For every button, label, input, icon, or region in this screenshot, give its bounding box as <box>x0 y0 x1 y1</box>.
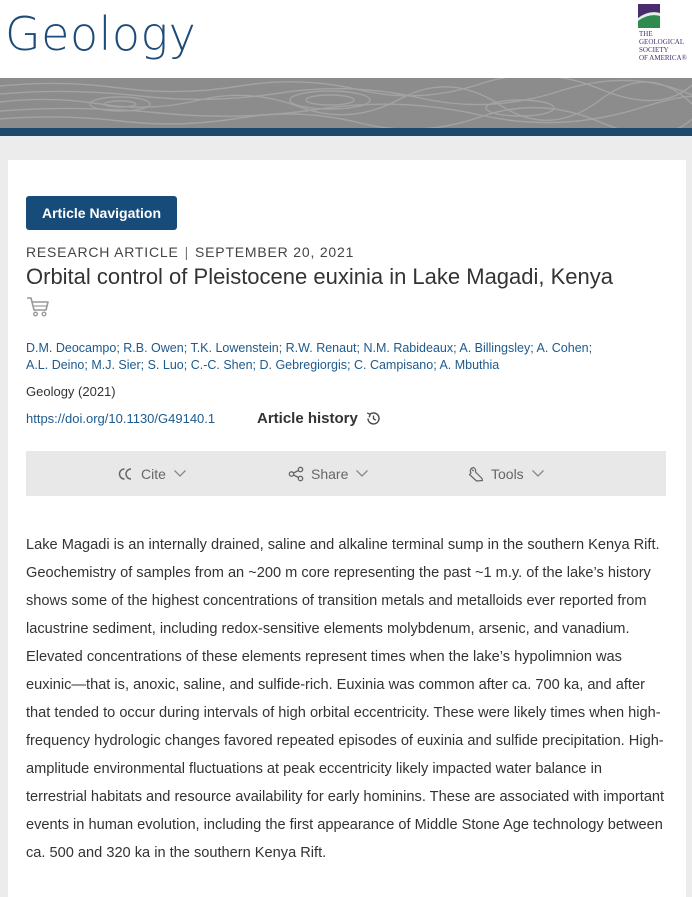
author-link[interactable]: A. Cohen <box>536 341 589 355</box>
gsa-logo[interactable] <box>638 4 692 72</box>
quote-icon <box>118 467 134 481</box>
journal-reference: Geology (2021) <box>26 384 116 399</box>
article-meta <box>26 244 354 260</box>
author-link[interactable]: C.-C. Shen <box>190 358 253 372</box>
author-link[interactable]: D. Gebregiorgis <box>259 358 348 372</box>
author-link[interactable]: A.L. Deino <box>26 358 85 372</box>
header-banner <box>0 78 692 136</box>
article-navigation-button[interactable]: Article Navigation <box>26 196 177 230</box>
author-link[interactable]: S. Luo <box>147 358 184 372</box>
author-link[interactable]: D.M. Deocampo <box>26 341 117 355</box>
author-link[interactable]: T.K. Lowenstein <box>190 341 279 355</box>
author-link[interactable]: M.J. Sier <box>91 358 141 372</box>
article-card <box>8 160 686 897</box>
cite-dropdown[interactable] <box>118 451 187 496</box>
author-link[interactable]: C. Campisano <box>353 358 434 372</box>
article-history-label: Article history <box>257 410 358 427</box>
gsa-logo-mark-icon <box>638 4 660 28</box>
author-link[interactable]: A. Billingsley <box>459 341 531 355</box>
chevron-down-icon <box>173 469 187 478</box>
article-abstract: Lake Magadi is an internally drained, saline and alkaline terminal sump in the southern Kenya Rift. Geochemistry of samples from an ~200 m core representing the past ~1 m.y. of the lake’s history shows some of the highest concentrations of transition metals and metalloids ever reported from lacustrine sediment, including redox-sensitive elements molybdenum, arsenic, and vanadium. Elevated concentrations of these elements represent times when the lake’s hypolimnion was euxinic—that is, anoxic, saline, and sulfide-rich. Euxinia was common after ca. 700 ka, and after that tended to occur during intervals of high orbital eccentricity. These were likely times when high-frequency hydrologic changes favored repeated episodes of euxinia and sulfide precipitation. High-amplitude environmental fluctuations at peak eccentricity likely impacted water balance in terrestrial habitats and resource availability for early hominins. These are associated with important events in human evolution, including the first appearance of Middle Stone Age technology between ca. 500 and 320 ka in the southern Kenya Rift. <box>26 537 665 861</box>
shopping-cart-icon[interactable] <box>26 296 50 318</box>
article-history-button[interactable] <box>257 410 382 427</box>
author-link[interactable]: A. Mbuthia <box>439 358 500 372</box>
tools-dropdown[interactable] <box>468 451 545 496</box>
history-clock-icon <box>365 410 382 427</box>
article-toolbar <box>26 451 666 496</box>
article-type: RESEARCH ARTICLE <box>26 244 179 260</box>
share-label: Share <box>311 465 349 482</box>
author-link[interactable]: R.B. Owen <box>123 341 184 355</box>
author-link[interactable]: N.M. Rabideaux <box>363 341 454 355</box>
cite-label: Cite <box>141 465 166 482</box>
chevron-down-icon <box>355 469 369 478</box>
chevron-down-icon <box>531 469 545 478</box>
share-icon <box>288 466 304 482</box>
wrench-icon <box>468 466 484 482</box>
topographic-pattern <box>0 78 692 136</box>
site-header <box>0 0 692 78</box>
article-date: SEPTEMBER 20, 2021 <box>195 244 355 260</box>
article-title: Orbital control of Pleistocene euxinia in Lake Magadi, Kenya <box>26 264 614 289</box>
author-link[interactable]: R.W. Renaut <box>285 341 357 355</box>
doi-link[interactable]: https://doi.org/10.1130/G49140.1 <box>26 411 216 426</box>
share-dropdown[interactable] <box>288 451 369 496</box>
gsa-logo-text: THE GEOLOGICAL SOCIETY OF AMERICA® <box>639 30 687 62</box>
tools-label: Tools <box>491 465 524 482</box>
journal-title[interactable]: Geology <box>5 7 197 61</box>
author-list: D.M. Deocampo; R.B. Owen; T.K. Lowenstein; R.W. Renaut; N.M. Rabideaux; A. Billingsley; A. Cohen; A.L. Deino; M.J. Sier; S. Luo; C.-C. Shen; D. Gebregiorgis; C. Campisano; A. Mbuthia <box>26 341 593 372</box>
meta-separator: | <box>184 244 190 260</box>
cart-icon <box>26 296 50 318</box>
